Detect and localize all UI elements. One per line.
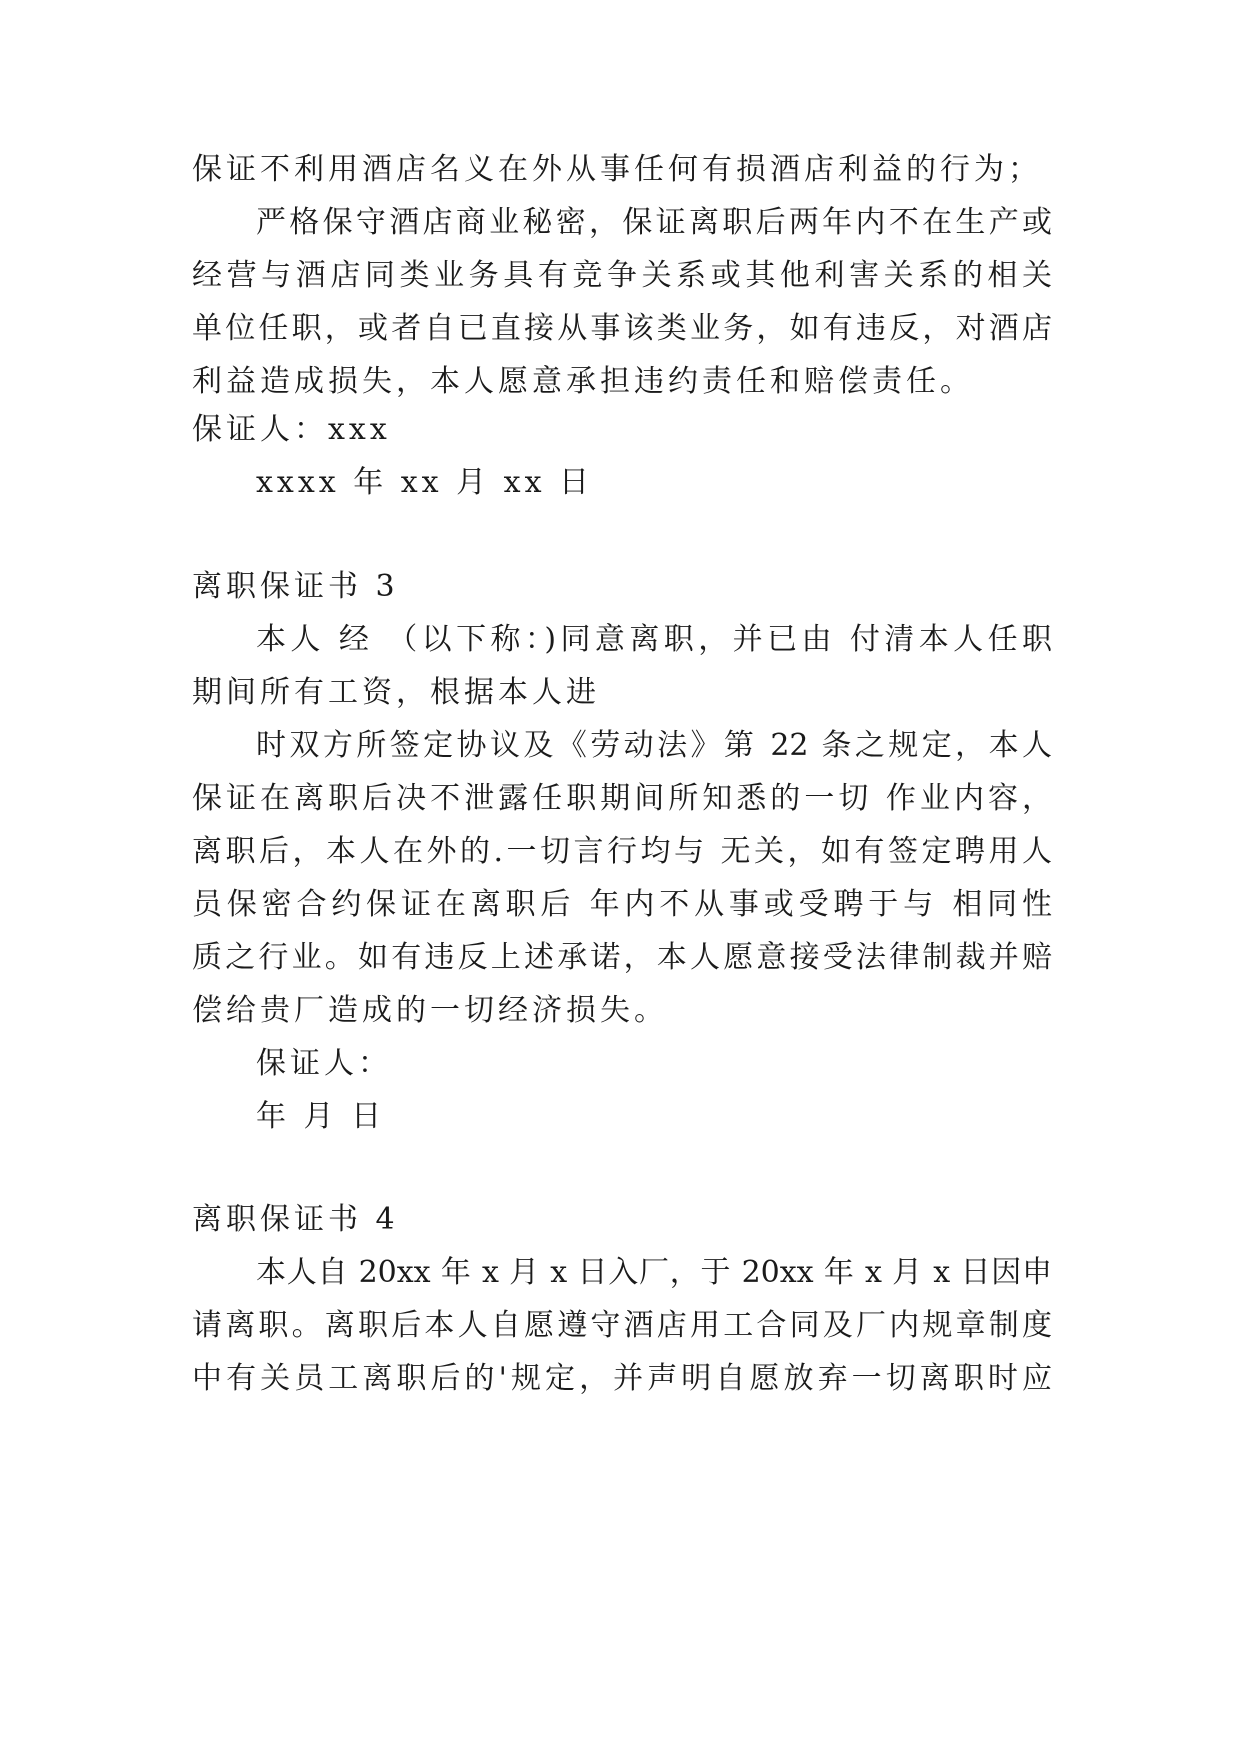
date-line: 年 月 日 — [256, 1099, 386, 1134]
date-line: xxxx 年 xx 月 xx 日 — [256, 465, 594, 500]
body-text-line: 偿给贵厂造成的一切经济损失。 — [192, 993, 668, 1028]
body-text-line: 中有关员工离职后的'规定，并声明自愿放弃一切离职时应 — [192, 1361, 1052, 1396]
body-text-line: 请离职。离职后本人自愿遵守酒店用工合同及厂内规章制度 — [192, 1308, 1052, 1343]
signatory-line: 保证人： — [256, 1046, 392, 1081]
body-text-line: 时双方所签定协议及《劳动法》第 22 条之规定，本人 — [256, 728, 1052, 763]
body-text-line: 利益造成损失，本人愿意承担违约责任和赔偿责任。 — [192, 364, 974, 399]
body-text-line: 离职后，本人在外的.一切言行均与 无关，如有签定聘用人 — [192, 834, 1052, 869]
body-text-line: 期间所有工资，根据本人进 — [192, 675, 600, 710]
body-text-line: 本人自 20xx 年 x 月 x 日入厂，于 20xx 年 x 月 x 日因申 — [256, 1255, 1052, 1290]
body-text-line: 保证不利用酒店名义在外从事任何有损酒店利益的行为； — [192, 152, 1042, 187]
signatory-line: 保证人：xxx — [192, 412, 391, 447]
body-text-line: 严格保守酒店商业秘密，保证离职后两年内不在生产或 — [256, 205, 1052, 240]
body-text-line: 经营与酒店同类业务具有竞争关系或其他利害关系的相关 — [192, 258, 1052, 293]
body-text-line: 质之行业。如有违反上述承诺，本人愿意接受法律制裁并赔 — [192, 940, 1052, 975]
body-text-line: 单位任职，或者自已直接从事该类业务，如有违反，对酒店 — [192, 311, 1052, 346]
body-text-line: 保证在离职后决不泄露任职期间所知悉的一切 作业内容， — [192, 781, 1052, 816]
section-title: 离职保证书 3 — [192, 569, 399, 604]
body-text-line: 本人 经 （以下称：)同意离职，并已由 付清本人任职 — [256, 622, 1052, 657]
body-text-line: 员保密合约保证在离职后 年内不从事或受聘于与 相同性 — [192, 887, 1052, 922]
section-title: 离职保证书 4 — [192, 1202, 399, 1237]
